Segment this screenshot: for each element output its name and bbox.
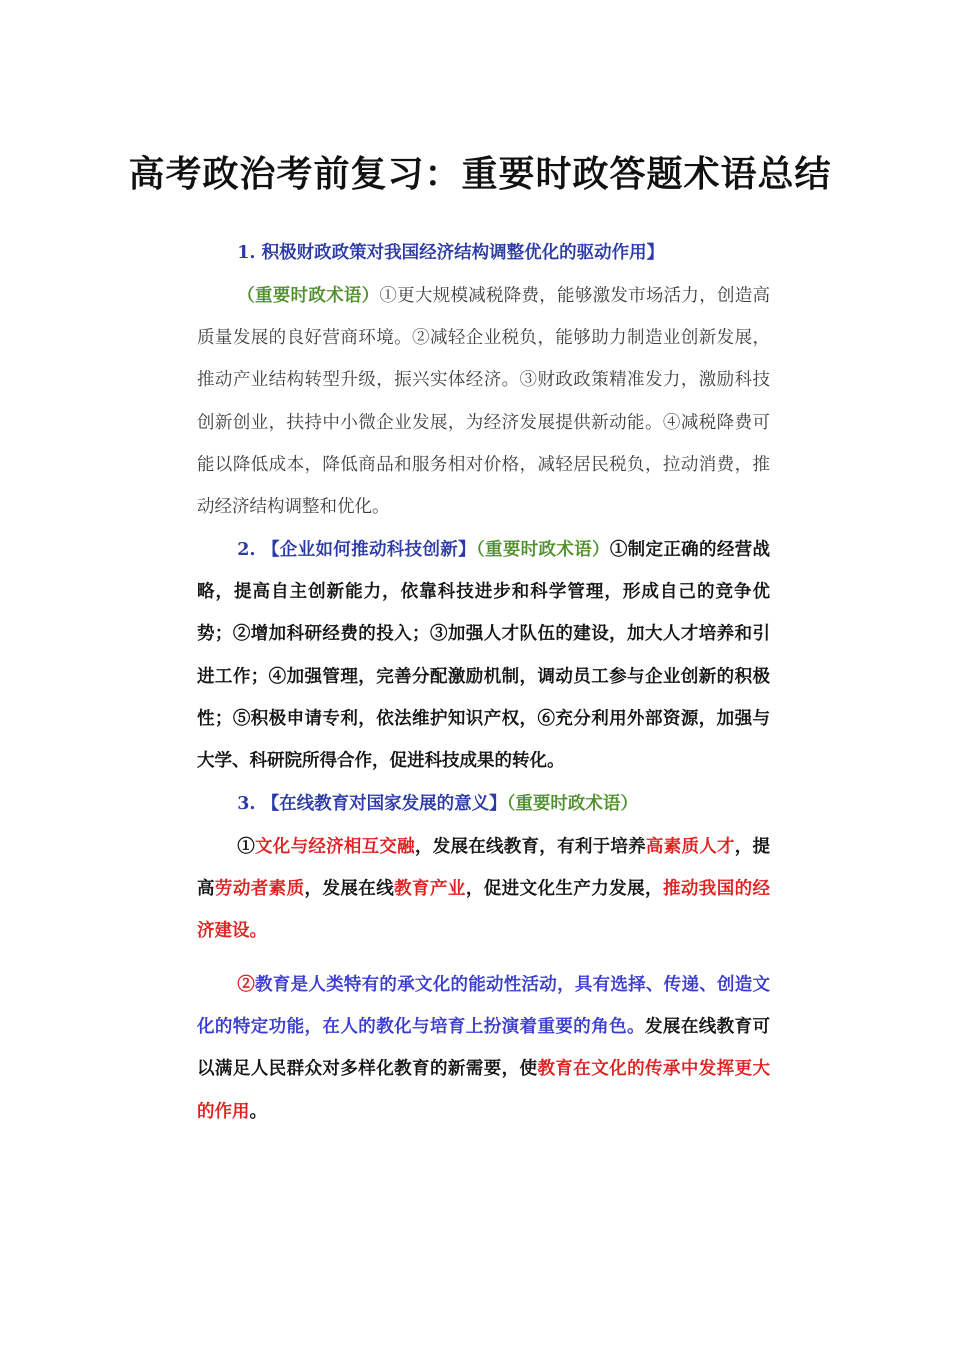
section3-p1-emphasis-5: 推动我国的经济建设。	[197, 879, 771, 942]
section3-heading: 3. 【在线教育对国家发展的意义】	[237, 794, 507, 814]
section3-p2-blue-text: 教育是人类特有的承文化的能动性活动，具有选择、传递、创造文化的特定功能，在人的教化与培育上扮演着重要的角色。	[197, 975, 771, 1038]
section3-p1-emphasis-1: 文化与经济相互交融	[255, 837, 415, 857]
section3-p2-text-2: 。	[249, 1101, 267, 1122]
section3-tag: （重要时政术语）	[506, 794, 638, 814]
section3-heading-line	[197, 783, 770, 825]
section2-tag: （重要时政术语）	[475, 540, 610, 560]
section3-p1-emphasis-2: 高素质人才	[645, 837, 735, 857]
section3-p1-text-1: ，发展在线教育，有利于培养	[414, 837, 646, 857]
section3-p1-mark: ①	[237, 837, 256, 857]
section1-tag: （重要时政术语）	[237, 286, 380, 306]
page-title: 高考政治考前复习：重要时政答题术语总结	[128, 153, 832, 195]
section3-p1-emphasis-3: 劳动者素质	[214, 879, 305, 900]
section3-p1-text-3: ，发展在线	[304, 879, 395, 900]
section2-heading: 【企业如何推动科技创新】	[261, 540, 476, 560]
section2-text: ①制定正确的经营战略，提高自主创新能力，依靠科技进步和科学管理，形成自己的竞争优势；②增加科研经费的投入；③加强人才队伍的建设，加大人才培养和引进工作；④加强管理，完善分配激励机制，调动员工参与企业创新的积极性；⑤积极申请专利，依法维护知识产权，⑥充分利用外部资源，加强与大学、科研院所得合作，促进科技成果的转化。	[197, 540, 770, 772]
section1-text: ①更大规模减税降费，能够激发市场活力，创造高质量发展的良好营商环境。②减轻企业税负，能够助力制造业创新发展，推动产业结构转型升级，振兴实体经济。③财政政策精准发力，激励科技创新创业，扶持中小微企业发展，为经济发展提供新动能。④减税降费可能以降低成本，降低商品和服务相对价格，减轻居民税负，拉动消费，推动经济结构调整和优化。	[197, 286, 771, 518]
section3-p1-text-2: ，提高	[197, 837, 771, 900]
section3-paragraph-2	[197, 964, 770, 1133]
section1-body	[197, 275, 770, 528]
section3-p1-text-4: ，促进文化生产力发展，	[465, 879, 663, 900]
section3-p2-mark: ②	[237, 975, 256, 995]
section3-p2-emphasis: 教育在文化的传承中发挥更大的作用	[197, 1059, 771, 1122]
section3-paragraph-1	[197, 826, 770, 953]
section3-p1-emphasis-4: 教育产业	[394, 879, 466, 900]
section2-paragraph	[197, 529, 770, 782]
section2-number: 2.	[237, 540, 262, 560]
section3-p2-text-1: 发展在线教育可以满足人民群众对多样化教育的新需要，使	[197, 1017, 771, 1080]
section1-heading: 1. 积极财政政策对我国经济结构调整优化的驱动作用】	[237, 243, 665, 263]
